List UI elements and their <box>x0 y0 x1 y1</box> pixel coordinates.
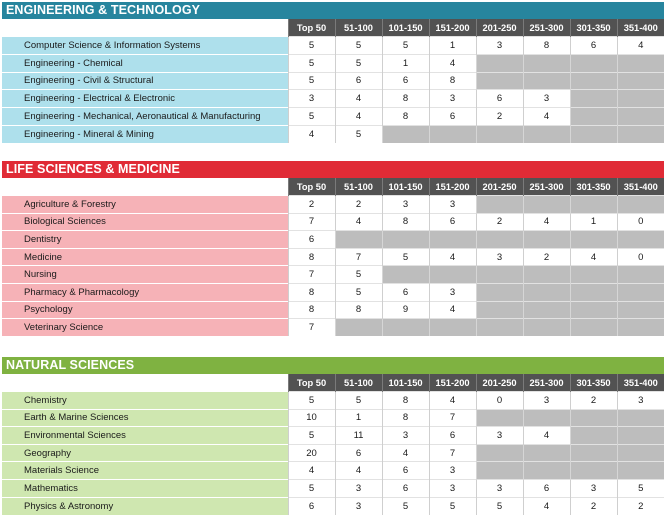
empty-cell <box>429 319 476 337</box>
empty-cell <box>476 301 523 319</box>
column-header: 151-200 <box>429 178 476 196</box>
count-cell: 3 <box>523 90 570 108</box>
empty-cell <box>570 72 617 90</box>
column-header: 51-100 <box>335 374 382 392</box>
subject-label: Dentistry <box>2 231 288 249</box>
count-cell: 3 <box>476 37 523 55</box>
empty-cell <box>570 107 617 125</box>
empty-cell <box>476 72 523 90</box>
count-cell: 5 <box>288 427 335 445</box>
table-row <box>2 444 664 462</box>
count-cell: 7 <box>288 319 335 337</box>
count-cell: 2 <box>335 196 382 214</box>
count-cell: 3 <box>335 480 382 498</box>
count-cell: 1 <box>335 409 382 427</box>
count-cell: 4 <box>523 107 570 125</box>
column-header: 51-100 <box>335 19 382 37</box>
empty-cell <box>523 196 570 214</box>
empty-cell <box>382 266 429 284</box>
table-row <box>2 196 664 214</box>
empty-cell <box>523 284 570 302</box>
count-cell: 1 <box>382 54 429 72</box>
count-cell: 3 <box>476 427 523 445</box>
count-cell: 4 <box>523 213 570 231</box>
count-cell: 6 <box>429 107 476 125</box>
column-header: 301-350 <box>570 178 617 196</box>
subject-label: Pharmacy & Pharmacology <box>2 284 288 302</box>
count-cell: 6 <box>335 444 382 462</box>
empty-cell <box>382 319 429 337</box>
header-blank <box>2 178 288 196</box>
empty-cell <box>429 125 476 143</box>
subject-label: Physics & Astronomy <box>2 497 288 515</box>
subject-label: Materials Science <box>2 462 288 480</box>
column-header: 201-250 <box>476 374 523 392</box>
empty-cell <box>570 90 617 108</box>
count-cell: 4 <box>523 497 570 515</box>
count-cell: 5 <box>288 54 335 72</box>
count-cell: 4 <box>382 444 429 462</box>
count-cell: 8 <box>288 301 335 319</box>
empty-cell <box>570 301 617 319</box>
subject-label: Environmental Sciences <box>2 427 288 445</box>
empty-cell <box>476 266 523 284</box>
empty-cell <box>617 266 664 284</box>
count-cell: 0 <box>617 213 664 231</box>
empty-cell <box>476 462 523 480</box>
count-cell: 5 <box>288 37 335 55</box>
count-cell: 5 <box>617 480 664 498</box>
count-cell: 8 <box>382 409 429 427</box>
count-cell: 3 <box>382 427 429 445</box>
count-cell: 5 <box>288 392 335 410</box>
count-cell: 7 <box>429 444 476 462</box>
count-cell: 6 <box>429 427 476 445</box>
empty-cell <box>617 107 664 125</box>
count-cell: 2 <box>476 107 523 125</box>
count-cell: 0 <box>617 248 664 266</box>
count-cell: 8 <box>382 107 429 125</box>
count-cell: 8 <box>523 37 570 55</box>
subject-label: Engineering - Chemical <box>2 54 288 72</box>
header-row <box>2 374 664 392</box>
count-cell: 3 <box>476 480 523 498</box>
empty-cell <box>570 284 617 302</box>
empty-cell <box>617 427 664 445</box>
table-row <box>2 37 664 55</box>
count-cell: 20 <box>288 444 335 462</box>
empty-cell <box>570 231 617 249</box>
count-cell: 4 <box>429 248 476 266</box>
table-row <box>2 409 664 427</box>
header-row <box>2 19 664 37</box>
column-header: 251-300 <box>523 19 570 37</box>
subject-label: Veterinary Science <box>2 319 288 337</box>
column-header: 301-350 <box>570 19 617 37</box>
column-header: 101-150 <box>382 19 429 37</box>
empty-cell <box>335 319 382 337</box>
subject-label: Biological Sciences <box>2 213 288 231</box>
count-cell: 2 <box>476 213 523 231</box>
empty-cell <box>335 231 382 249</box>
subject-label: Agriculture & Forestry <box>2 196 288 214</box>
count-cell: 2 <box>523 248 570 266</box>
column-header: Top 50 <box>288 374 335 392</box>
section-natural-sciences <box>2 357 664 515</box>
count-cell: 7 <box>335 248 382 266</box>
empty-cell <box>523 266 570 284</box>
empty-cell <box>476 319 523 337</box>
table-row <box>2 319 664 337</box>
count-cell: 6 <box>382 462 429 480</box>
count-cell: 6 <box>382 72 429 90</box>
section-engineering-technology <box>2 2 664 143</box>
empty-cell <box>523 301 570 319</box>
header-blank <box>2 19 288 37</box>
section-title: LIFE SCIENCES & MEDICINE <box>2 161 664 178</box>
empty-cell <box>476 196 523 214</box>
count-cell: 4 <box>429 392 476 410</box>
empty-cell <box>523 231 570 249</box>
count-cell: 7 <box>288 266 335 284</box>
count-cell: 4 <box>335 107 382 125</box>
count-cell: 2 <box>570 497 617 515</box>
header-blank <box>2 374 288 392</box>
count-cell: 3 <box>570 480 617 498</box>
count-cell: 5 <box>382 497 429 515</box>
count-cell: 4 <box>617 37 664 55</box>
empty-cell <box>523 409 570 427</box>
empty-cell <box>570 319 617 337</box>
count-cell: 5 <box>476 497 523 515</box>
column-header: 51-100 <box>335 178 382 196</box>
count-cell: 4 <box>570 248 617 266</box>
count-cell: 5 <box>335 392 382 410</box>
count-cell: 4 <box>523 427 570 445</box>
count-cell: 5 <box>382 248 429 266</box>
column-header: 201-250 <box>476 19 523 37</box>
empty-cell <box>617 444 664 462</box>
count-cell: 3 <box>429 480 476 498</box>
table-row <box>2 301 664 319</box>
count-cell: 7 <box>429 409 476 427</box>
column-header: 101-150 <box>382 374 429 392</box>
count-cell: 3 <box>288 90 335 108</box>
count-cell: 3 <box>523 392 570 410</box>
table-row <box>2 266 664 284</box>
empty-cell <box>570 125 617 143</box>
count-cell: 5 <box>335 266 382 284</box>
count-cell: 4 <box>335 90 382 108</box>
column-header: 301-350 <box>570 374 617 392</box>
table-row <box>2 213 664 231</box>
count-cell: 5 <box>335 37 382 55</box>
table-row <box>2 231 664 249</box>
empty-cell <box>617 90 664 108</box>
rankings-table <box>2 374 664 515</box>
count-cell: 7 <box>288 213 335 231</box>
empty-cell <box>570 444 617 462</box>
empty-cell <box>429 266 476 284</box>
column-header: 101-150 <box>382 178 429 196</box>
count-cell: 4 <box>429 54 476 72</box>
count-cell: 5 <box>335 284 382 302</box>
empty-cell <box>617 125 664 143</box>
empty-cell <box>617 319 664 337</box>
count-cell: 6 <box>476 90 523 108</box>
count-cell: 6 <box>382 480 429 498</box>
count-cell: 3 <box>382 196 429 214</box>
subject-label: Earth & Marine Sciences <box>2 409 288 427</box>
subject-label: Computer Science & Information Systems <box>2 37 288 55</box>
count-cell: 6 <box>570 37 617 55</box>
empty-cell <box>523 319 570 337</box>
count-cell: 5 <box>429 497 476 515</box>
table-row <box>2 90 664 108</box>
count-cell: 4 <box>335 213 382 231</box>
count-cell: 8 <box>382 90 429 108</box>
count-cell: 4 <box>288 462 335 480</box>
subject-label: Engineering - Electrical & Electronic <box>2 90 288 108</box>
empty-cell <box>570 409 617 427</box>
subject-label: Nursing <box>2 266 288 284</box>
count-cell: 8 <box>429 72 476 90</box>
header-row <box>2 178 664 196</box>
subject-label: Psychology <box>2 301 288 319</box>
empty-cell <box>523 125 570 143</box>
table-row <box>2 427 664 445</box>
table-row <box>2 107 664 125</box>
empty-cell <box>476 409 523 427</box>
count-cell: 4 <box>429 301 476 319</box>
count-cell: 6 <box>523 480 570 498</box>
count-cell: 2 <box>617 497 664 515</box>
subject-label: Engineering - Civil & Structural <box>2 72 288 90</box>
count-cell: 0 <box>476 392 523 410</box>
count-cell: 8 <box>382 392 429 410</box>
empty-cell <box>617 301 664 319</box>
empty-cell <box>476 125 523 143</box>
empty-cell <box>570 196 617 214</box>
subject-label: Chemistry <box>2 392 288 410</box>
count-cell: 3 <box>429 462 476 480</box>
subject-label: Engineering - Mechanical, Aeronautical & Manufacturing <box>2 107 288 125</box>
empty-cell <box>570 54 617 72</box>
count-cell: 5 <box>335 125 382 143</box>
section-title: NATURAL SCIENCES <box>2 357 664 374</box>
count-cell: 2 <box>288 196 335 214</box>
empty-cell <box>617 462 664 480</box>
empty-cell <box>476 284 523 302</box>
count-cell: 2 <box>570 392 617 410</box>
table-row <box>2 248 664 266</box>
column-header: 251-300 <box>523 374 570 392</box>
count-cell: 3 <box>476 248 523 266</box>
empty-cell <box>523 462 570 480</box>
rankings-table <box>2 19 664 143</box>
empty-cell <box>382 231 429 249</box>
table-row <box>2 497 664 515</box>
empty-cell <box>617 196 664 214</box>
empty-cell <box>382 125 429 143</box>
empty-cell <box>476 54 523 72</box>
table-row <box>2 54 664 72</box>
count-cell: 3 <box>429 284 476 302</box>
count-cell: 3 <box>335 497 382 515</box>
subject-label: Mathematics <box>2 480 288 498</box>
empty-cell <box>617 72 664 90</box>
table-row <box>2 392 664 410</box>
count-cell: 5 <box>288 72 335 90</box>
count-cell: 3 <box>429 196 476 214</box>
count-cell: 8 <box>382 213 429 231</box>
count-cell: 5 <box>288 107 335 125</box>
column-header: 151-200 <box>429 374 476 392</box>
count-cell: 3 <box>617 392 664 410</box>
section-title: ENGINEERING & TECHNOLOGY <box>2 2 664 19</box>
count-cell: 8 <box>335 301 382 319</box>
empty-cell <box>476 231 523 249</box>
empty-cell <box>570 427 617 445</box>
subject-label: Geography <box>2 444 288 462</box>
count-cell: 4 <box>335 462 382 480</box>
count-cell: 5 <box>288 480 335 498</box>
count-cell: 1 <box>429 37 476 55</box>
count-cell: 8 <box>288 284 335 302</box>
empty-cell <box>476 444 523 462</box>
empty-cell <box>570 266 617 284</box>
count-cell: 3 <box>429 90 476 108</box>
count-cell: 9 <box>382 301 429 319</box>
section-life-sciences-medicine <box>2 161 664 336</box>
count-cell: 6 <box>288 497 335 515</box>
column-header: Top 50 <box>288 178 335 196</box>
count-cell: 6 <box>288 231 335 249</box>
count-cell: 4 <box>288 125 335 143</box>
column-header: 351-400 <box>617 19 664 37</box>
table-row <box>2 125 664 143</box>
count-cell: 5 <box>335 54 382 72</box>
table-row <box>2 284 664 302</box>
empty-cell <box>617 54 664 72</box>
empty-cell <box>617 284 664 302</box>
subject-label: Medicine <box>2 248 288 266</box>
empty-cell <box>523 72 570 90</box>
column-header: 151-200 <box>429 19 476 37</box>
column-header: Top 50 <box>288 19 335 37</box>
count-cell: 11 <box>335 427 382 445</box>
empty-cell <box>617 409 664 427</box>
rankings-table <box>2 178 664 336</box>
empty-cell <box>523 54 570 72</box>
table-row <box>2 72 664 90</box>
count-cell: 8 <box>288 248 335 266</box>
empty-cell <box>617 231 664 249</box>
count-cell: 5 <box>382 37 429 55</box>
subject-label: Engineering - Mineral & Mining <box>2 125 288 143</box>
column-header: 251-300 <box>523 178 570 196</box>
count-cell: 6 <box>382 284 429 302</box>
count-cell: 1 <box>570 213 617 231</box>
table-row <box>2 462 664 480</box>
empty-cell <box>570 462 617 480</box>
empty-cell <box>429 231 476 249</box>
column-header: 351-400 <box>617 178 664 196</box>
column-header: 201-250 <box>476 178 523 196</box>
count-cell: 6 <box>335 72 382 90</box>
table-row <box>2 480 664 498</box>
count-cell: 6 <box>429 213 476 231</box>
empty-cell <box>523 444 570 462</box>
count-cell: 10 <box>288 409 335 427</box>
column-header: 351-400 <box>617 374 664 392</box>
